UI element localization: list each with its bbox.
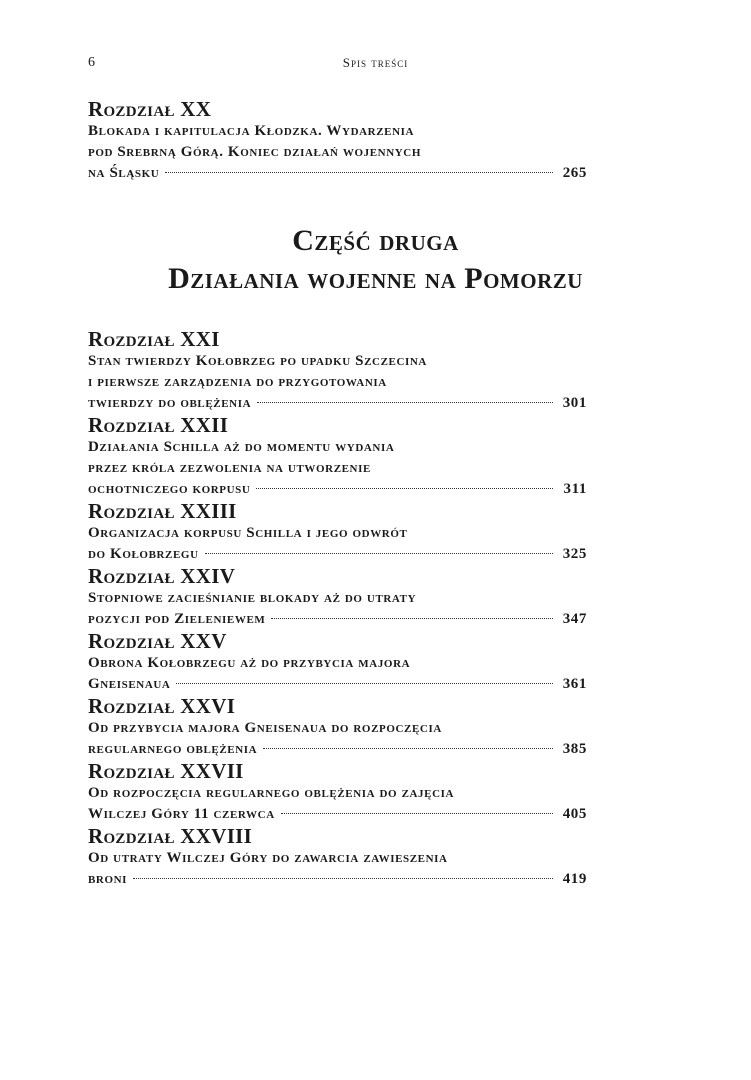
page-reference[interactable]: 361 bbox=[562, 676, 587, 692]
chapter-label: Rozdział XXV bbox=[88, 629, 227, 653]
chapter-title-last-line bbox=[88, 544, 587, 565]
chapter-title-line: Blokada i kapitulacja Kłodzka. Wydarzenia bbox=[88, 123, 415, 139]
part-heading-line-1: Część druga bbox=[292, 224, 459, 257]
dot-leader bbox=[263, 748, 553, 749]
toc-entry-chapter-xxvi[interactable] bbox=[88, 695, 587, 760]
chapter-title-line: do Kołobrzegu bbox=[88, 546, 199, 562]
dot-leader bbox=[257, 402, 553, 403]
page-reference[interactable]: 385 bbox=[562, 741, 587, 757]
running-header-title: Spis treści bbox=[342, 55, 409, 70]
chapter-title-line: Organizacja korpusu Schilla i jego odwrót bbox=[88, 525, 408, 541]
chapter-title-last-line bbox=[88, 163, 587, 184]
chapter-title bbox=[88, 437, 587, 500]
page-reference[interactable]: 325 bbox=[562, 546, 587, 562]
chapter-title-line: Od rozpoczęcia regularnego oblężenia do zajęcia bbox=[88, 785, 455, 801]
dot-leader bbox=[205, 553, 553, 554]
chapter-title-last-line bbox=[88, 674, 587, 695]
dot-leader bbox=[271, 618, 553, 619]
dot-leader bbox=[256, 488, 553, 489]
part-heading-line-2: Działania wojenne na Pomorzu bbox=[168, 262, 583, 295]
toc-entry-chapter-xxiv[interactable] bbox=[88, 565, 587, 630]
chapter-title-line: Gneisenaua bbox=[88, 676, 171, 692]
chapter-title-last-line bbox=[88, 479, 587, 500]
toc-entry-chapter-xxviii[interactable] bbox=[88, 825, 587, 890]
chapter-title bbox=[88, 718, 587, 760]
part-heading bbox=[60, 222, 691, 298]
chapter-title-line: Stan twierdzy Kołobrzeg po upadku Szczecina bbox=[88, 353, 427, 369]
chapter-label: Rozdział XXVI bbox=[88, 694, 236, 718]
dot-leader bbox=[281, 813, 553, 814]
chapter-title-last-line bbox=[88, 804, 587, 825]
chapter-title-line: i pierwsze zarządzenia do przygotowania bbox=[88, 374, 387, 390]
toc-entry-chapter-xxv[interactable] bbox=[88, 630, 587, 695]
chapter-title-line: regularnego oblężenia bbox=[88, 741, 258, 757]
toc-entry-chapter-xx[interactable] bbox=[88, 98, 587, 184]
toc-entry-chapter-xxvii[interactable] bbox=[88, 760, 587, 825]
chapter-title-last-line bbox=[88, 609, 587, 630]
chapter-title-line: ochotniczego korpusu bbox=[88, 481, 251, 497]
chapter-title-line: Działania Schilla aż do momentu wydania bbox=[88, 439, 395, 455]
page-reference[interactable]: 405 bbox=[562, 806, 587, 822]
dot-leader bbox=[133, 878, 553, 879]
chapter-title bbox=[88, 523, 587, 565]
chapter-title-line: broni bbox=[88, 871, 128, 887]
toc-entry-chapter-xxii[interactable] bbox=[88, 414, 587, 500]
toc-entry-chapter-xxiii[interactable] bbox=[88, 500, 587, 565]
chapter-title bbox=[88, 121, 587, 184]
page-reference[interactable]: 419 bbox=[562, 871, 587, 887]
chapter-title-line: Od przybycia majora Gneisenaua do rozpoczęcia bbox=[88, 720, 442, 736]
toc-section-part-one-end bbox=[88, 98, 587, 184]
chapter-title-line: pod Srebrną Górą. Koniec działań wojennych bbox=[88, 144, 422, 160]
dot-leader bbox=[165, 172, 553, 173]
chapter-title-last-line bbox=[88, 393, 587, 414]
chapter-title bbox=[88, 588, 587, 630]
chapter-title-line: Obrona Kołobrzegu aż do przybycia majora bbox=[88, 655, 411, 671]
toc-entry-chapter-xxi[interactable] bbox=[88, 328, 587, 414]
chapter-title bbox=[88, 653, 587, 695]
page-reference[interactable]: 347 bbox=[562, 611, 587, 627]
page-reference[interactable]: 265 bbox=[562, 165, 587, 181]
chapter-title-line: Wilczej Góry 11 czerwca bbox=[88, 806, 275, 822]
page-number: 6 bbox=[88, 55, 95, 70]
chapter-label: Rozdział XXVII bbox=[88, 759, 244, 783]
chapter-label: Rozdział XXI bbox=[88, 327, 220, 351]
chapter-title bbox=[88, 783, 587, 825]
page-reference[interactable]: 301 bbox=[562, 395, 587, 411]
chapter-title-last-line bbox=[88, 869, 587, 890]
chapter-title bbox=[88, 848, 587, 890]
chapter-title-line: Stopniowe zacieśnianie blokady aż do utraty bbox=[88, 590, 417, 606]
chapter-label: Rozdział XXII bbox=[88, 413, 229, 437]
chapter-label: Rozdział XXIV bbox=[88, 564, 236, 588]
chapter-title-line: twierdzy do oblężenia bbox=[88, 395, 252, 411]
chapter-title-line: na Śląsku bbox=[88, 165, 160, 181]
chapter-title-line: przez króla zezwolenia na utworzenie bbox=[88, 460, 371, 476]
chapter-title-last-line bbox=[88, 739, 587, 760]
chapter-label: Rozdział XXIII bbox=[88, 499, 237, 523]
toc-section-part-two bbox=[88, 328, 587, 890]
chapter-label: Rozdział XXVIII bbox=[88, 824, 253, 848]
chapter-label: Rozdział XX bbox=[88, 97, 212, 121]
chapter-title-line: pozycji pod Zieleniewem bbox=[88, 611, 266, 627]
page-reference[interactable]: 311 bbox=[563, 481, 587, 497]
chapter-title-line: Od utraty Wilczej Góry do zawarcia zawieszenia bbox=[88, 850, 448, 866]
running-head bbox=[88, 55, 663, 73]
chapter-title bbox=[88, 351, 587, 414]
dot-leader bbox=[176, 683, 553, 684]
